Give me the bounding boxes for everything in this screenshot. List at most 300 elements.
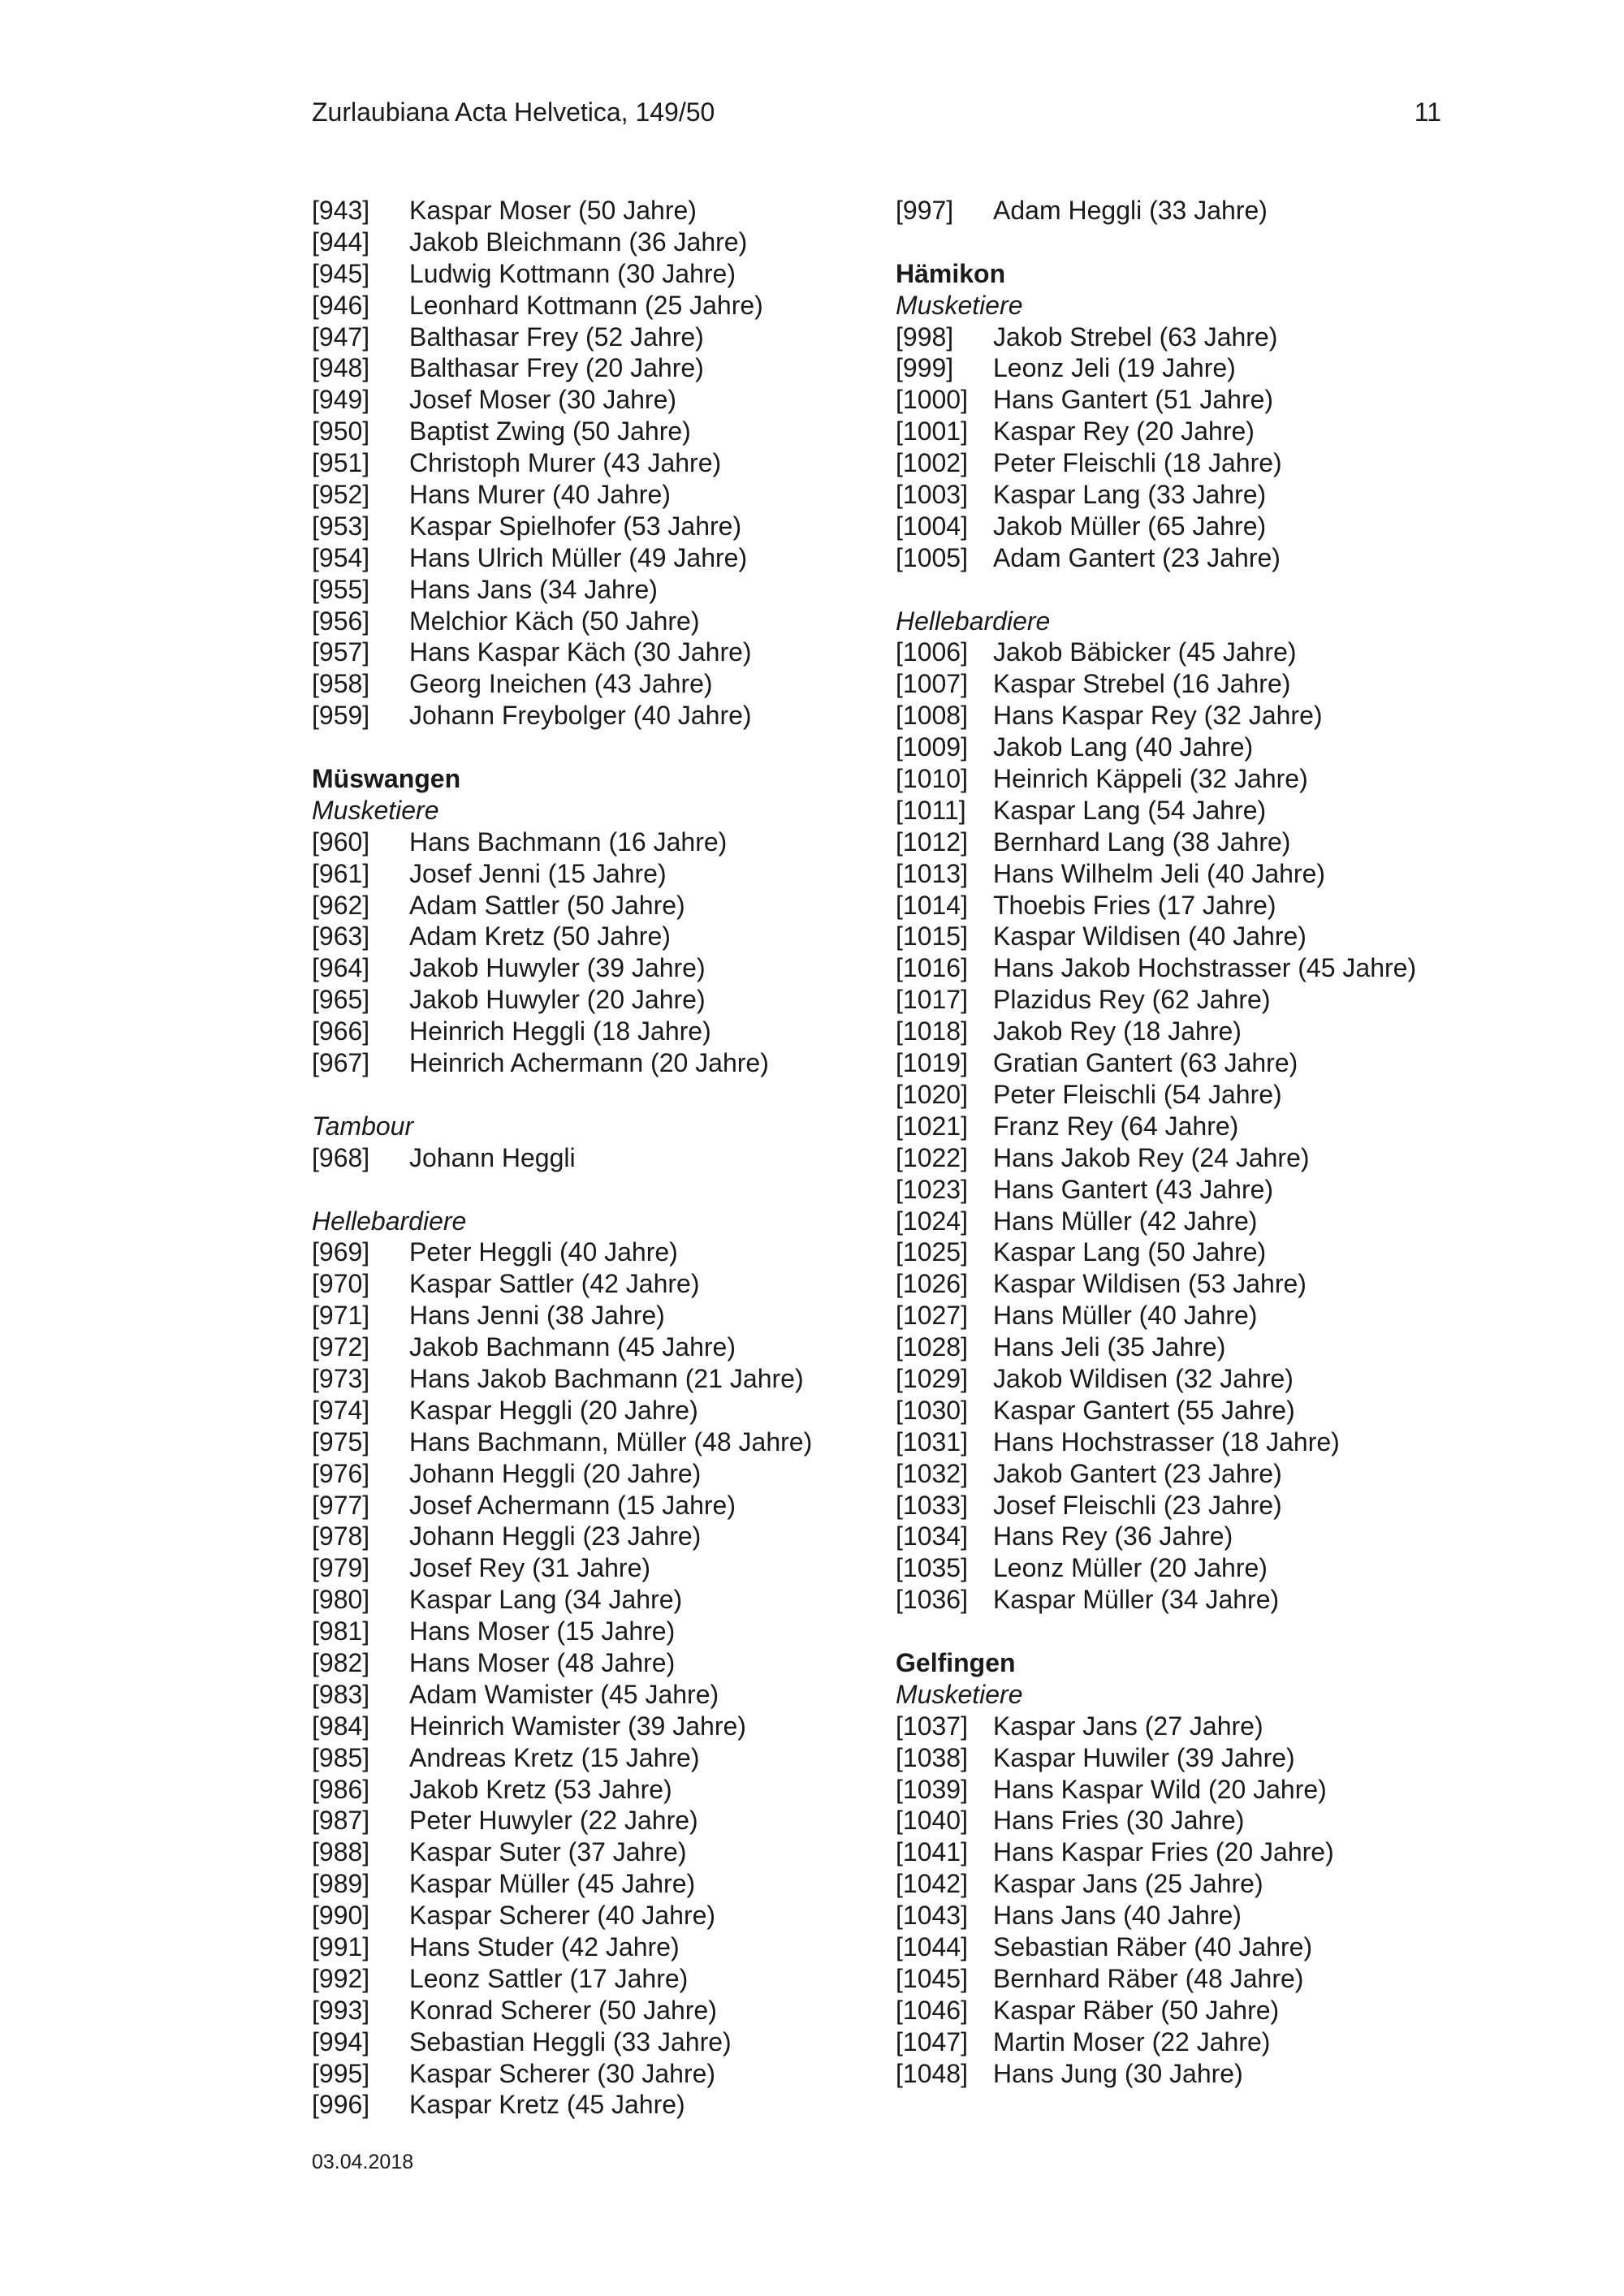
entry-name: Kaspar Sattler (42 Jahre): [409, 1269, 700, 1299]
entry-number: [946]: [312, 290, 370, 320]
list-item: [896, 1931, 1464, 1963]
entry-name: Bernhard Räber (48 Jahre): [993, 1963, 1304, 1993]
entry-list: [312, 195, 864, 732]
right-column: [896, 195, 1464, 2089]
left-column: [312, 195, 864, 2121]
entry-number: [1040]: [896, 1806, 968, 1836]
list-item: [312, 1647, 864, 1679]
entry-name: Melchior Käch (50 Jahre): [409, 606, 700, 636]
list-item: [312, 1142, 864, 1174]
entry-name: Kaspar Wildisen (40 Jahre): [993, 921, 1307, 952]
entry-number: [1013]: [896, 858, 968, 888]
entry-number: [997]: [896, 196, 954, 225]
entry-number: [1046]: [896, 1995, 968, 2025]
entry-name: Heinrich Käppeli (32 Jahre): [993, 764, 1308, 794]
entry-name: Jakob Rey (18 Jahre): [993, 1016, 1242, 1047]
entry-number: [954]: [312, 542, 370, 572]
entry-number: [994]: [312, 2026, 370, 2056]
entry-name: Hans Müller (42 Jahre): [993, 1206, 1258, 1236]
list-item: [896, 1868, 1464, 1900]
entry-number: [987]: [312, 1806, 370, 1836]
entry-name: Baptist Zwing (50 Jahre): [409, 416, 691, 447]
entry-number: [978]: [312, 1521, 370, 1552]
entry-name: Heinrich Heggli (18 Jahre): [409, 1016, 711, 1047]
running-header-title: Zurlaubiana Acta Helvetica, 149/50: [312, 97, 715, 127]
entry-name: Leonz Jeli (19 Jahre): [993, 353, 1236, 383]
entry-number: [990]: [312, 1901, 370, 1931]
entry-name: Jakob Wildisen (32 Jahre): [993, 1363, 1294, 1393]
entry-list: [896, 322, 1464, 574]
entry-number: [977]: [312, 1490, 370, 1520]
entry-number: [1016]: [896, 953, 968, 983]
list-item: [896, 1900, 1464, 1931]
list-item: [312, 1552, 864, 1584]
entry-name: Hans Kaspar Wild (20 Jahre): [993, 1774, 1327, 1804]
list-item: [896, 984, 1464, 1016]
entry-number: [1020]: [896, 1079, 968, 1109]
entry-name: Sebastian Heggli (33 Jahre): [409, 2026, 732, 2056]
entry-name: Bernhard Lang (38 Jahre): [993, 826, 1291, 857]
entry-number: [1045]: [896, 1963, 968, 1993]
entry-number: [1029]: [896, 1363, 968, 1393]
list-item: [896, 1805, 1464, 1836]
entry-number: [1031]: [896, 1426, 968, 1457]
entry-number: [1042]: [896, 1869, 968, 1899]
entry-name: Jakob Müller (65 Jahre): [993, 511, 1267, 541]
entry-number: [957]: [312, 637, 370, 667]
list-item: [312, 1395, 864, 1426]
entry-number: [998]: [896, 322, 954, 352]
entry-name: Jakob Huwyler (39 Jahre): [409, 953, 706, 983]
list-item: [896, 763, 1464, 795]
entry-number: [1039]: [896, 1774, 968, 1804]
list-item: [896, 352, 1464, 384]
entry-number: [999]: [896, 353, 954, 383]
entry-name: Kaspar Jans (25 Jahre): [993, 1869, 1263, 1899]
list-item: [312, 227, 864, 258]
entry-number: [953]: [312, 511, 370, 541]
entry-name: Adam Heggli (33 Jahre): [993, 196, 1268, 225]
entry-number: [1000]: [896, 385, 968, 415]
list-item: [896, 542, 1464, 574]
list-item: [896, 1584, 1464, 1616]
list-item: [312, 1805, 864, 1836]
entry-name: Adam Kretz (50 Jahre): [409, 921, 671, 952]
entry-number: [960]: [312, 826, 370, 857]
entry-number: [1021]: [896, 1111, 968, 1141]
list-item: [896, 1206, 1464, 1237]
entry-name: Thoebis Fries (17 Jahre): [993, 890, 1276, 920]
entry-name: Leonhard Kottmann (25 Jahre): [409, 290, 763, 320]
entry-name: Hans Hochstrasser (18 Jahre): [993, 1426, 1340, 1457]
entry-name: Hans Studer (42 Jahre): [409, 1931, 680, 1962]
entry-number: [1027]: [896, 1301, 968, 1331]
list-item: [896, 1300, 1464, 1331]
entry-number: [981]: [312, 1616, 370, 1646]
list-item: [312, 542, 864, 574]
section-heading-haemikon: Hämikon: [896, 258, 1006, 288]
list-item: [896, 1111, 1464, 1142]
list-item: [896, 2026, 1464, 2058]
section-heading-gelfingen: Gelfingen: [896, 1647, 1016, 1677]
entry-name: Christoph Murer (43 Jahre): [409, 448, 722, 478]
entry-number: [970]: [312, 1269, 370, 1299]
list-item: [896, 1458, 1464, 1490]
subheading-musketiere: Musketiere: [896, 290, 1023, 320]
entry-number: [1014]: [896, 890, 968, 920]
list-item: [896, 1363, 1464, 1395]
list-item: [312, 1774, 864, 1806]
entry-number: [951]: [312, 448, 370, 478]
list-item: [312, 1490, 864, 1521]
entry-list: [312, 826, 864, 1079]
entry-name: Kaspar Lang (33 Jahre): [993, 480, 1267, 510]
entry-name: Kaspar Lang (54 Jahre): [993, 795, 1267, 825]
entry-name: Jakob Lang (40 Jahre): [993, 732, 1254, 762]
list-item: [896, 479, 1464, 511]
entry-name: Josef Moser (30 Jahre): [409, 385, 677, 415]
list-item: [312, 1900, 864, 1931]
list-item: [896, 1490, 1464, 1521]
list-item: [896, 1774, 1464, 1806]
entry-name: Hans Gantert (43 Jahre): [993, 1174, 1274, 1204]
list-item: [896, 637, 1464, 668]
entry-name: Kaspar Jans (27 Jahre): [993, 1711, 1263, 1741]
entry-name: Jakob Kretz (53 Jahre): [409, 1774, 672, 1804]
entry-list: [896, 195, 1464, 227]
entry-name: Johann Heggli (20 Jahre): [409, 1458, 702, 1488]
entry-name: Andreas Kretz (15 Jahre): [409, 1742, 700, 1772]
entry-number: [1025]: [896, 1237, 968, 1267]
entry-number: [986]: [312, 1774, 370, 1804]
list-item: [896, 858, 1464, 890]
entry-name: Hans Gantert (51 Jahre): [993, 385, 1274, 415]
list-item: [312, 1931, 864, 1963]
list-item: [312, 1016, 864, 1047]
entry-number: [1011]: [896, 795, 966, 825]
list-item: [312, 1711, 864, 1742]
page-number: 11: [1414, 97, 1441, 127]
list-item: [312, 606, 864, 637]
entry-name: Jakob Bäbicker (45 Jahre): [993, 637, 1297, 667]
entry-name: Jakob Strebel (63 Jahre): [993, 322, 1278, 352]
entry-name: Hans Müller (40 Jahre): [993, 1301, 1258, 1331]
list-item: [896, 1331, 1464, 1363]
entry-name: Adam Sattler (50 Jahre): [409, 890, 685, 920]
entry-name: Kaspar Müller (34 Jahre): [993, 1585, 1280, 1615]
entry-name: Hans Wilhelm Jeli (40 Jahre): [993, 858, 1326, 888]
entry-name: Hans Jung (30 Jahre): [993, 2058, 1243, 2088]
entry-name: Kaspar Müller (45 Jahre): [409, 1869, 696, 1899]
list-item: [312, 1521, 864, 1552]
entry-number: [983]: [312, 1679, 370, 1709]
subheading-musketiere: Musketiere: [312, 795, 439, 825]
entry-number: [984]: [312, 1711, 370, 1741]
entry-number: [1043]: [896, 1901, 968, 1931]
entry-number: [988]: [312, 1837, 370, 1867]
entry-number: [969]: [312, 1237, 370, 1267]
subheading-hellebardiere: Hellebardiere: [896, 606, 1051, 636]
entry-name: Hans Jans (34 Jahre): [409, 574, 658, 604]
list-item: [896, 1268, 1464, 1300]
list-item: [896, 416, 1464, 447]
entry-name: Hans Jakob Bachmann (21 Jahre): [409, 1363, 804, 1393]
list-item: [312, 2089, 864, 2121]
entry-name: Leonz Müller (20 Jahre): [993, 1553, 1268, 1583]
entry-name: Plazidus Rey (62 Jahre): [993, 985, 1271, 1015]
entry-number: [1018]: [896, 1016, 968, 1047]
list-item: [312, 1236, 864, 1268]
list-item: [312, 2058, 864, 2090]
entry-name: Adam Wamister (45 Jahre): [409, 1679, 719, 1709]
entry-number: [1010]: [896, 764, 968, 794]
list-item: [312, 2026, 864, 2058]
entry-number: [976]: [312, 1458, 370, 1488]
list-item: [312, 195, 864, 227]
list-item: [312, 1679, 864, 1711]
entry-name: Jakob Huwyler (20 Jahre): [409, 985, 706, 1015]
entry-number: [945]: [312, 258, 370, 288]
list-item: [312, 890, 864, 921]
list-item: [896, 322, 1464, 353]
list-item: [312, 668, 864, 700]
list-item: [896, 1142, 1464, 1174]
entry-name: Kaspar Strebel (16 Jahre): [993, 669, 1291, 699]
list-item: [312, 479, 864, 511]
entry-name: Kaspar Suter (37 Jahre): [409, 1837, 687, 1867]
list-item: [896, 1963, 1464, 1995]
entry-number: [1009]: [896, 732, 968, 762]
entry-number: [1019]: [896, 1048, 968, 1078]
list-item: [312, 1836, 864, 1868]
entry-name: Hans Jeli (35 Jahre): [993, 1332, 1226, 1362]
entry-number: [1023]: [896, 1174, 968, 1204]
entry-name: Leonz Sattler (17 Jahre): [409, 1963, 689, 1993]
entry-number: [1007]: [896, 669, 968, 699]
list-item: [312, 826, 864, 858]
entry-name: Hans Rey (36 Jahre): [993, 1521, 1233, 1552]
entry-number: [1026]: [896, 1269, 968, 1299]
entry-number: [967]: [312, 1048, 370, 1078]
entry-number: [1036]: [896, 1585, 968, 1615]
entry-number: [996]: [312, 2090, 370, 2120]
list-item: [312, 952, 864, 984]
entry-name: Peter Huwyler (22 Jahre): [409, 1806, 698, 1836]
entry-number: [961]: [312, 858, 370, 888]
entry-number: [943]: [312, 196, 370, 225]
entry-number: [1017]: [896, 985, 968, 1015]
entry-name: Kaspar Heggli (20 Jahre): [409, 1395, 698, 1425]
entry-name: Peter Fleischli (54 Jahre): [993, 1079, 1282, 1109]
entry-number: [973]: [312, 1363, 370, 1393]
list-item: [896, 1047, 1464, 1079]
entry-number: [1005]: [896, 542, 968, 572]
entry-name: Hans Jakob Hochstrasser (45 Jahre): [993, 953, 1417, 983]
list-item: [312, 1268, 864, 1300]
list-item: [896, 2058, 1464, 2090]
entry-name: Hans Moser (48 Jahre): [409, 1647, 676, 1677]
entry-number: [1033]: [896, 1490, 968, 1520]
entry-name: Balthasar Frey (20 Jahre): [409, 353, 704, 383]
list-item: [312, 290, 864, 322]
entry-name: Peter Heggli (40 Jahre): [409, 1237, 678, 1267]
entry-number: [972]: [312, 1332, 370, 1362]
list-item: [896, 1174, 1464, 1206]
entry-name: Sebastian Räber (40 Jahre): [993, 1931, 1313, 1962]
entry-name: Hans Kaspar Fries (20 Jahre): [993, 1837, 1334, 1867]
entry-number: [1035]: [896, 1553, 968, 1583]
entry-number: [1012]: [896, 826, 968, 857]
entry-number: [959]: [312, 701, 370, 731]
list-item: [312, 511, 864, 542]
list-item: [896, 1016, 1464, 1047]
list-item: [312, 1616, 864, 1647]
entry-number: [995]: [312, 2058, 370, 2088]
entry-name: Hans Jakob Rey (24 Jahre): [993, 1142, 1310, 1172]
entry-number: [965]: [312, 985, 370, 1015]
entry-name: Hans Kaspar Käch (30 Jahre): [409, 637, 752, 667]
list-item: [312, 858, 864, 890]
list-item: [896, 1552, 1464, 1584]
entry-name: Kaspar Räber (50 Jahre): [993, 1995, 1280, 2025]
entry-name: Kaspar Rey (20 Jahre): [993, 416, 1255, 447]
entry-name: Adam Gantert (23 Jahre): [993, 542, 1281, 572]
list-item: [896, 1995, 1464, 2026]
entry-number: [964]: [312, 953, 370, 983]
list-item: [312, 1963, 864, 1995]
entry-name: Balthasar Frey (52 Jahre): [409, 322, 704, 352]
entry-number: [963]: [312, 921, 370, 952]
entry-name: Johann Heggli: [409, 1142, 576, 1172]
list-item: [312, 921, 864, 952]
entry-name: Martin Moser (22 Jahre): [993, 2026, 1271, 2056]
list-item: [896, 1521, 1464, 1552]
entry-name: Kaspar Lang (34 Jahre): [409, 1585, 683, 1615]
entry-number: [947]: [312, 322, 370, 352]
list-item: [312, 637, 864, 668]
entry-name: Hans Fries (30 Jahre): [993, 1806, 1245, 1836]
entry-name: Hans Bachmann (16 Jahre): [409, 826, 728, 857]
list-item: [896, 1236, 1464, 1268]
entry-name: Peter Fleischli (18 Jahre): [993, 448, 1282, 478]
entry-name: Josef Fleischli (23 Jahre): [993, 1490, 1282, 1520]
entry-number: [1044]: [896, 1931, 968, 1962]
entry-name: Ludwig Kottmann (30 Jahre): [409, 258, 736, 288]
entry-number: [950]: [312, 416, 370, 447]
entry-number: [1008]: [896, 701, 968, 731]
entry-number: [1003]: [896, 480, 968, 510]
footer-date: 03.04.2018: [312, 2151, 414, 2173]
entry-name: Hans Murer (40 Jahre): [409, 480, 671, 510]
entry-number: [980]: [312, 1585, 370, 1615]
list-item: [312, 984, 864, 1016]
list-item: [896, 384, 1464, 416]
list-item: [896, 1742, 1464, 1774]
entry-number: [985]: [312, 1742, 370, 1772]
list-item: [312, 1995, 864, 2026]
entry-number: [962]: [312, 890, 370, 920]
entry-number: [991]: [312, 1931, 370, 1962]
entry-number: [993]: [312, 1995, 370, 2025]
entry-name: Franz Rey (64 Jahre): [993, 1111, 1239, 1141]
list-item: [312, 1584, 864, 1616]
entry-name: Kaspar Lang (50 Jahre): [993, 1237, 1267, 1267]
entry-name: Kaspar Gantert (55 Jahre): [993, 1395, 1295, 1425]
list-item: [896, 700, 1464, 732]
entry-name: Kaspar Moser (50 Jahre): [409, 196, 697, 225]
entry-number: [1048]: [896, 2058, 968, 2088]
entry-number: [944]: [312, 227, 370, 257]
entry-name: Johann Heggli (23 Jahre): [409, 1521, 702, 1552]
list-item: [896, 795, 1464, 826]
list-item: [896, 921, 1464, 952]
entry-number: [971]: [312, 1301, 370, 1331]
entry-name: Hans Moser (15 Jahre): [409, 1616, 676, 1646]
list-item: [312, 700, 864, 732]
entry-number: [974]: [312, 1395, 370, 1425]
entry-name: Hans Jans (40 Jahre): [993, 1901, 1242, 1931]
entry-number: [1022]: [896, 1142, 968, 1172]
entry-list: [312, 1142, 864, 1174]
entry-number: [1015]: [896, 921, 968, 952]
entry-name: Hans Bachmann, Müller (48 Jahre): [409, 1426, 813, 1457]
entry-name: Josef Jenni (15 Jahre): [409, 858, 667, 888]
subheading-musketiere: Musketiere: [896, 1679, 1023, 1709]
entry-number: [1004]: [896, 511, 968, 541]
entry-name: Hans Jenni (38 Jahre): [409, 1301, 665, 1331]
list-item: [312, 1331, 864, 1363]
entry-number: [1002]: [896, 448, 968, 478]
list-item: [312, 416, 864, 447]
entry-name: Kaspar Scherer (30 Jahre): [409, 2058, 716, 2088]
list-item: [312, 258, 864, 290]
entry-name: Josef Rey (31 Jahre): [409, 1553, 651, 1583]
list-item: [312, 447, 864, 479]
entry-number: [1024]: [896, 1206, 968, 1236]
entry-name: Heinrich Achermann (20 Jahre): [409, 1048, 769, 1078]
entry-name: Hans Kaspar Rey (32 Jahre): [993, 701, 1323, 731]
entry-number: [952]: [312, 480, 370, 510]
entry-number: [968]: [312, 1142, 370, 1172]
list-item: [896, 1079, 1464, 1111]
list-item: [312, 1047, 864, 1079]
list-item: [312, 574, 864, 606]
entry-number: [1030]: [896, 1395, 968, 1425]
list-item: [896, 447, 1464, 479]
entry-number: [949]: [312, 385, 370, 415]
list-item: [896, 826, 1464, 858]
entry-name: Josef Achermann (15 Jahre): [409, 1490, 736, 1520]
entry-number: [1037]: [896, 1711, 968, 1741]
list-item: [896, 668, 1464, 700]
entry-number: [982]: [312, 1647, 370, 1677]
entry-name: Georg Ineichen (43 Jahre): [409, 669, 713, 699]
list-item: [896, 1711, 1464, 1742]
entry-number: [1032]: [896, 1458, 968, 1488]
entry-list: [896, 637, 1464, 1616]
list-item: [312, 384, 864, 416]
entry-name: Gratian Gantert (63 Jahre): [993, 1048, 1298, 1078]
entry-name: Kaspar Huwiler (39 Jahre): [993, 1742, 1295, 1772]
entry-name: Kaspar Scherer (40 Jahre): [409, 1901, 716, 1931]
entry-number: [979]: [312, 1553, 370, 1583]
entry-number: [1047]: [896, 2026, 968, 2056]
entry-name: Kaspar Kretz (45 Jahre): [409, 2090, 685, 2120]
entry-number: [1028]: [896, 1332, 968, 1362]
entry-number: [966]: [312, 1016, 370, 1047]
entry-name: Hans Ulrich Müller (49 Jahre): [409, 542, 748, 572]
entry-name: Jakob Bachmann (45 Jahre): [409, 1332, 736, 1362]
